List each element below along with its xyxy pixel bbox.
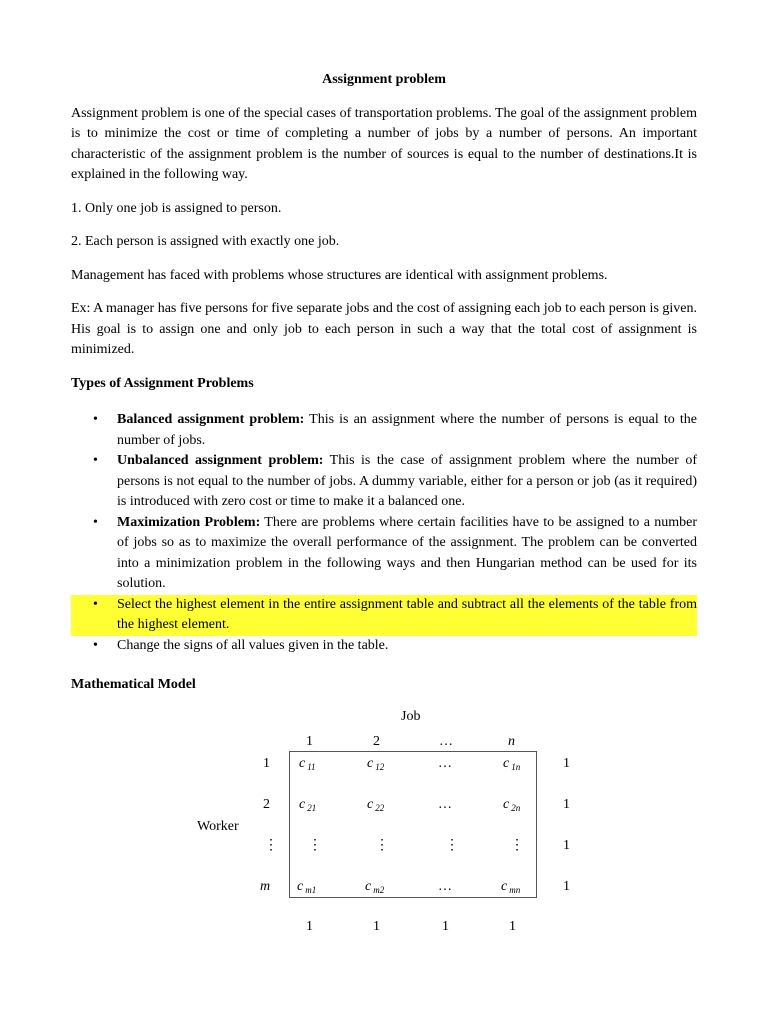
list-item-text: This is the case of assignment problem where the number of persons is not equal to the number of jobs. A dummy variable, either for a person or job (as it required) is introduced with zero cost or time to make it a balanced one. [117,453,697,509]
matrix-cell: … [438,879,452,894]
bullet-icon: • [93,637,98,653]
matrix-cell: c $_{21}$ [299,797,317,813]
col-sum: 1 [306,919,313,934]
matrix-cell: … [438,756,452,771]
matrix-cell: ⋮ [445,838,459,853]
intro-paragraph: Assignment problem is one of the special cases of transportation problems. The goal of the assignment problem is to minimize the cost or time of completing a number of jobs by a number of persons. An important characteristic of the assignment problem is the number of sources is equal to the number of destinations.It is explained in the following way. [71,105,697,182]
row-header: ⋮ [264,838,278,853]
list-item-term: Unbalanced assignment problem: [117,453,324,468]
col-header: n [508,734,515,749]
col-header: 2 [373,734,380,749]
matrix-cell: c $_{22}$ [367,797,385,813]
list-item-text: There are problems where certain facilities have to be assigned to a number of jobs so as to maximize the overall performance of the assignment. The problem can be converted into a minimization problem in the following ways and then Hungarian method can be used for its solution. [117,514,697,591]
list-item [71,451,697,513]
col-sum: 1 [373,919,380,934]
col-sum: 1 [509,919,516,934]
list-item [71,410,697,451]
types-list [71,410,697,656]
list-item [71,636,697,657]
list-item [71,513,697,595]
bullet-icon: • [93,514,98,530]
example-paragraph: Ex: A manager has five persons for five separate jobs and the cost of assigning each job to each person is given. His goal is to assign one and only job to each person in such a way that the total cost of assignment is minimized. [71,301,697,357]
list-item-text: Select the highest element in the entire assignment table and subtract all the elements of the table from the highest element. [117,596,697,632]
document-page [71,70,697,712]
bullet-icon: • [93,453,98,468]
matrix-cell: c $_{mn}$ [501,879,521,895]
matrix-cell: c $_{m2}$ [365,879,385,895]
matrix-cell: ⋮ [510,838,524,853]
matrix-cell: c $_{11}$ [299,756,316,772]
model-heading: Mathematical Model [71,677,196,692]
row-sum: 1 [563,756,570,771]
list-item-text: Change the signs of all values given in the table. [117,637,389,653]
matrix-cell: c $_{m1}$ [297,879,317,895]
matrix-cell: … [438,797,452,812]
matrix-cell: c $_{12}$ [367,756,385,772]
col-sum: 1 [442,919,449,934]
col-header: … [439,734,453,749]
bullet-icon: • [93,596,98,612]
list-item-term: Balanced assignment problem: [117,412,305,427]
list-item-term: Maximization Problem: [117,514,261,530]
worker-label: Worker [197,819,239,834]
row-header: 2 [263,797,270,812]
types-heading: Types of Assignment Problems [71,375,254,391]
matrix-cell: ⋮ [308,838,322,853]
rule-1: 1. Only one job is assigned to person. [71,200,282,216]
matrix-cell: ⋮ [375,838,389,853]
row-sum: 1 [563,838,570,853]
list-item-text: This is an assignment where the number of persons is equal to the number of jobs. [117,412,697,448]
matrix-cell: c $_{2n}$ [503,797,521,813]
matrix-border [289,751,537,898]
row-sum: 1 [563,797,570,812]
page-title: Assignment problem [322,72,446,87]
highlighted-list-item [71,595,697,636]
row-header: 1 [263,756,270,771]
col-header: 1 [306,734,313,749]
management-paragraph: Management has faced with problems whose structures are identical with assignment problems. [71,267,608,283]
job-label: Job [401,709,421,724]
row-header: m [260,879,271,894]
bullet-icon: • [93,412,98,427]
row-sum: 1 [563,879,570,894]
matrix-cell: c $_{1n}$ [503,756,521,772]
rule-2: 2. Each person is assigned with exactly one job. [71,234,340,249]
